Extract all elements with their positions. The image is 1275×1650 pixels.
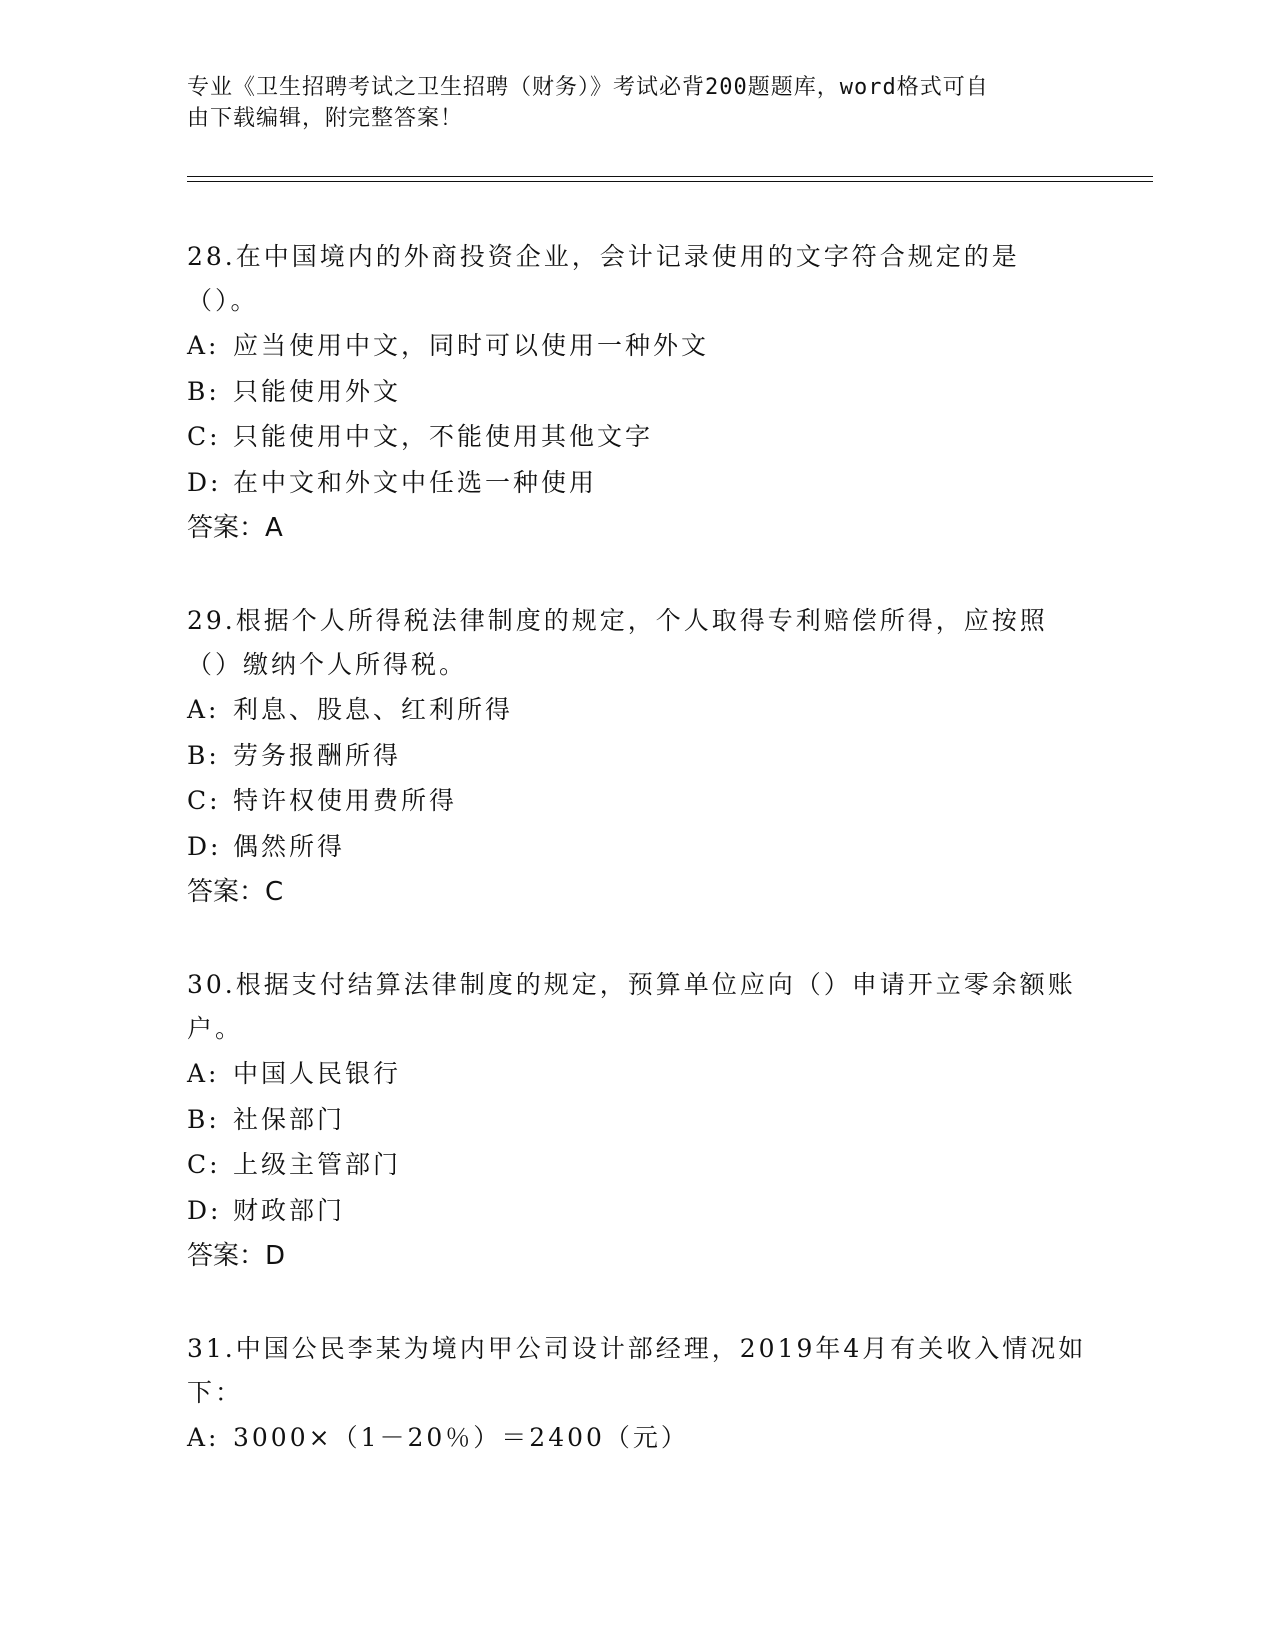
- question-30: [187, 963, 1087, 1279]
- option-key: A:: [187, 1059, 220, 1088]
- option-b: [187, 733, 1087, 779]
- question-28: [187, 235, 1087, 551]
- option-a: [187, 323, 1087, 369]
- option-text: 劳务报酬所得: [233, 740, 402, 770]
- option-key: A:: [187, 695, 220, 724]
- question-31: [187, 1327, 1087, 1461]
- answer-line: 答案：A: [187, 513, 283, 543]
- option-d: [187, 1188, 1087, 1234]
- question-stem: 30.根据支付结算法律制度的规定，预算单位应向（）申请开立零余额账户。: [187, 970, 1076, 1043]
- option-key: A:: [187, 331, 220, 360]
- option-d: [187, 824, 1087, 870]
- answer-line: 答案：D: [187, 1241, 286, 1271]
- option-key: C:: [187, 1150, 221, 1179]
- option-c: [187, 414, 1087, 460]
- option-a: [187, 1051, 1087, 1097]
- option-key: D:: [187, 831, 222, 861]
- question-stem: 28.在中国境内的外商投资企业，会计记录使用的文字符合规定的是（）。: [187, 242, 1020, 315]
- document-header: [187, 72, 1067, 134]
- option-c: [187, 1142, 1087, 1188]
- option-text: 财政部门: [233, 1195, 346, 1225]
- option-text: 应当使用中文，同时可以使用一种外文: [233, 331, 710, 360]
- option-a: [187, 1415, 1087, 1461]
- option-text: 特许权使用费所得: [233, 786, 458, 815]
- option-text: 偶然所得: [233, 831, 346, 861]
- option-text: 上级主管部门: [233, 1150, 402, 1179]
- header-line-2: 由下载编辑，附完整答案！: [187, 106, 464, 131]
- option-a: [187, 687, 1087, 733]
- option-key: C:: [187, 422, 221, 451]
- option-text: 只能使用外文: [233, 376, 402, 406]
- question-stem: 31.中国公民李某为境内甲公司设计部经理，2019年4月有关收入情况如下：: [187, 1334, 1087, 1407]
- header-divider-bottom: [187, 181, 1153, 182]
- answer-line: 答案：C: [187, 877, 284, 907]
- option-key: D:: [187, 467, 222, 497]
- option-text: 只能使用中文，不能使用其他文字: [233, 422, 654, 451]
- header-divider-top: [187, 176, 1153, 177]
- option-b: [187, 1097, 1087, 1143]
- option-key: B:: [187, 1104, 220, 1134]
- option-key: C:: [187, 786, 221, 815]
- option-c: [187, 778, 1087, 824]
- header-line-1: 专业《卫生招聘考试之卫生招聘（财务）》考试必背200题题库，word格式可自: [187, 75, 989, 100]
- option-key: B:: [187, 740, 220, 770]
- option-d: [187, 460, 1087, 506]
- option-text: 利息、股息、红利所得: [233, 695, 514, 724]
- option-text: 3000×（1－20％）＝2400（元）: [233, 1423, 689, 1452]
- option-text: 中国人民银行: [233, 1059, 402, 1088]
- option-b: [187, 369, 1087, 415]
- option-key: B:: [187, 376, 220, 406]
- question-stem: 29.根据个人所得税法律制度的规定，个人取得专利赔偿所得，应按照（）缴纳个人所得税。: [187, 606, 1048, 679]
- option-text: 在中文和外文中任选一种使用: [233, 467, 598, 497]
- option-key: D:: [187, 1195, 222, 1225]
- option-text: 社保部门: [233, 1104, 346, 1134]
- option-key: A:: [187, 1423, 220, 1452]
- question-29: [187, 599, 1087, 915]
